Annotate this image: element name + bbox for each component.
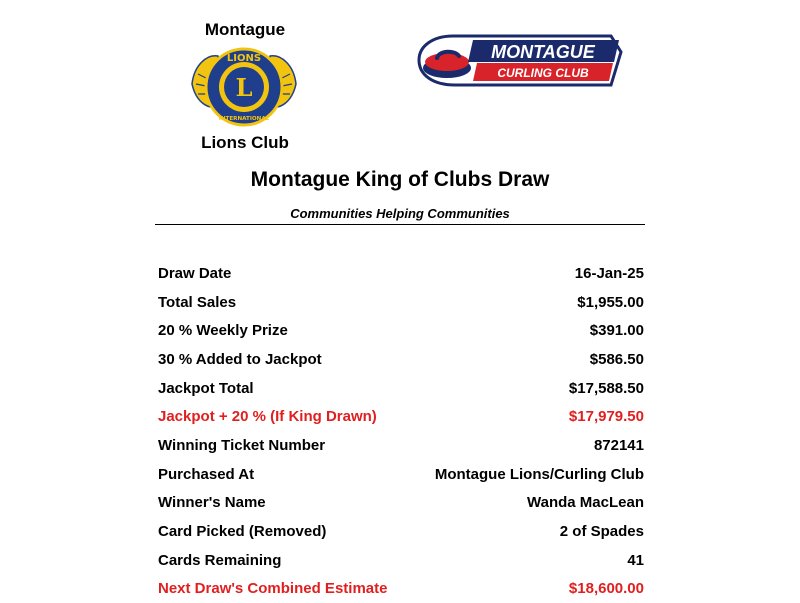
row-weekly-prize (158, 316, 644, 345)
row-value: $391.00 (589, 322, 644, 340)
draw-results-table (158, 259, 644, 603)
row-jackpot-if-king-drawn (158, 402, 644, 431)
tagline-divider (155, 224, 645, 225)
page-title: Montague King of Clubs Draw (250, 168, 550, 191)
row-label: Purchased At (158, 465, 255, 483)
row-total-sales (158, 288, 644, 317)
row-value: 16-Jan-25 (574, 264, 644, 282)
row-label: Total Sales (158, 293, 237, 311)
row-draw-date (158, 259, 644, 288)
row-label: Winner's Name (158, 494, 266, 512)
row-value: Wanda MacLean (527, 494, 644, 512)
row-jackpot-total (158, 374, 644, 403)
row-label: Next Draw's Combined Estimate (158, 580, 388, 598)
row-label: Winning Ticket Number (158, 436, 326, 454)
row-added-to-jackpot (158, 345, 644, 374)
row-value: 2 of Spades (559, 523, 644, 541)
row-value: 872141 (593, 436, 644, 454)
row-label: Jackpot Total (158, 379, 254, 397)
row-card-picked (158, 517, 644, 546)
row-value: $586.50 (589, 350, 644, 368)
row-value: Montague Lions/Curling Club (434, 465, 644, 483)
row-label: Cards Remaining (158, 551, 282, 569)
row-label: 30 % Added to Jackpot (158, 350, 322, 368)
lions-logo-top-text: Montague (204, 20, 286, 39)
emblem-text-bottom: INTERNATIONAL (218, 116, 270, 122)
row-label: Card Picked (Removed) (158, 523, 327, 541)
row-purchased-at (158, 460, 644, 489)
row-winner-name (158, 489, 644, 518)
curling-club-logo (415, 30, 625, 90)
emblem-text-top: LIONS (226, 53, 262, 64)
row-value: $18,600.00 (568, 580, 644, 598)
row-value: $17,588.50 (568, 379, 644, 397)
emblem-letter: L (235, 73, 253, 102)
row-label: Draw Date (158, 264, 232, 282)
lions-logo-bottom-text: Lions Club (201, 133, 289, 152)
tagline: Communities Helping Communities (290, 206, 510, 221)
lions-emblem-icon (190, 44, 298, 130)
curling-logo-line1: MONTAGUE (491, 42, 595, 62)
row-label: 20 % Weekly Prize (158, 322, 288, 340)
row-next-draw-estimate (158, 575, 644, 603)
curling-logo-line2: CURLING CLUB (497, 66, 589, 80)
row-cards-remaining (158, 546, 644, 575)
row-label: Jackpot + 20 % (If King Drawn) (158, 408, 377, 426)
row-value: $1,955.00 (577, 293, 644, 311)
row-value: 41 (627, 551, 644, 569)
row-value: $17,979.50 (568, 408, 644, 426)
row-winning-ticket (158, 431, 644, 460)
